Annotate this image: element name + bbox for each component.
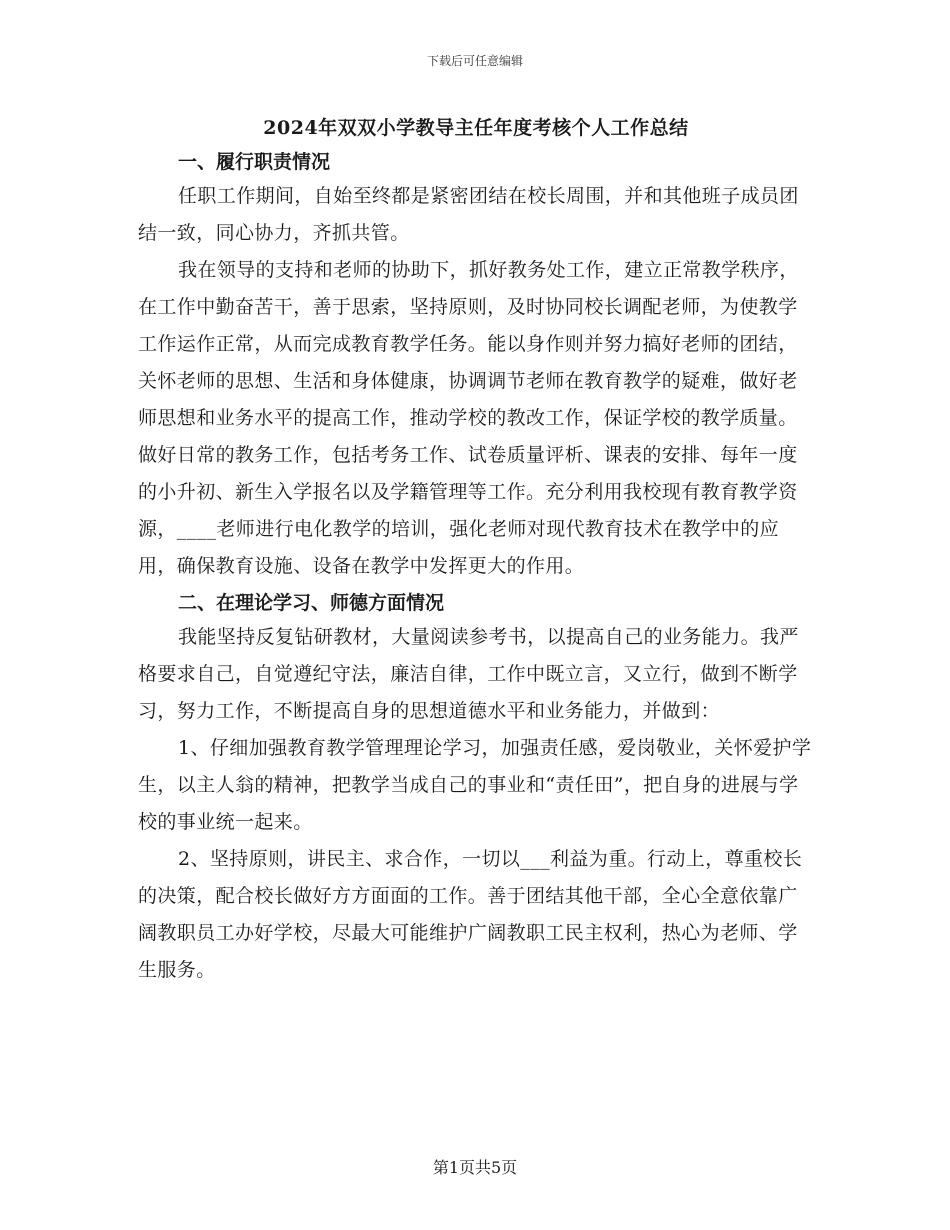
paragraph: 1、仔细加强教育教学管理理论学习，加强责任感，爱岗敬业，关怀爱护学生，以主人翁的精神，把教学当成自己的事业和“责任田”，把自身的进展与学校的事业统一起来。 <box>138 737 812 833</box>
document-title: 2024年双双小学教导主任年度考核个人工作总结 <box>263 117 689 139</box>
paragraph: 2、坚持原则，讲民主、求合作，一切以___利益为重。行动上，尊重校长的决策，配合校长做好方方面面的工作。善于团结其他干部，全心全意依靠广阔教职员工办好学校，尽最大可能维护广阔教职工民主权利，热心为老师、学生服务。 <box>138 848 803 981</box>
header-note: 下载后可任意编辑 <box>426 54 523 68</box>
section-heading-1: 一、履行职责情况 <box>178 151 331 173</box>
page-number: 第1页共5页 <box>432 1158 518 1177</box>
document-body <box>138 112 814 989</box>
paragraph: 我能坚持反复钻研教材，大量阅读参考书，以提高自己的业务能力。我严格要求自己，自觉遵纪守法，廉洁自律，工作中既立言，又立行，做到不断学习，努力工作，不断提高自身的思想道德水平和业务能力，并做到： <box>138 626 799 722</box>
section-heading-2: 二、在理论学习、师德方面情况 <box>178 592 445 614</box>
paragraph: 我在领导的支持和老师的协助下，抓好教务处工作，建立正常教学秩序，在工作中勤奋苦干，善于思索，坚持原则，及时协同校长调配老师，为使教学工作运作正常，从而完成教育教学任务。能以身作则并努力搞好老师的团结，关怀老师的思想、生活和身体健康，协调调节老师在教育教学的疑难，做好老师思想和业务水平的提高工作，推动学校的教改工作，保证学校的教学质量。做好日常的教务工作，包括考务工作、试卷质量评析、课表的安排、每年一度的小升初、新生入学报名以及学籍管理等工作。充分利用我校现有教育教学资源，____老师进行电化教学的培训，强化老师对现代教育技术在教学中的应用，确保教育设施、设备在教学中发挥更大的作用。 <box>138 259 799 577</box>
paragraph: 任职工作期间，自始至终都是紧密团结在校长周围，并和其他班子成员团结一致，同心协力，齐抓共管。 <box>138 185 799 244</box>
